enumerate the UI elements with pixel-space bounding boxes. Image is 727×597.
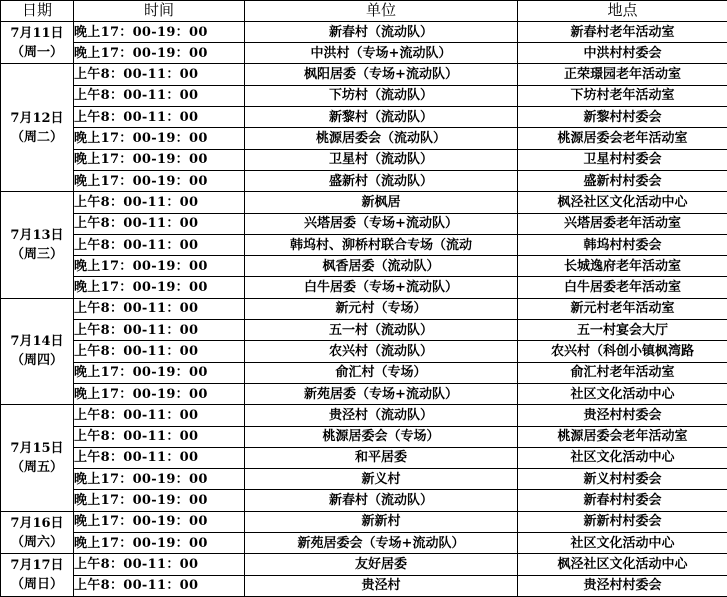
time-cell: 上午8：00-11：00	[74, 192, 245, 213]
unit-cell: 五一村（流动队）	[245, 320, 518, 341]
time-cell: 晚上17：00-19：00	[74, 43, 245, 64]
table-row	[1, 149, 727, 170]
unit-cell: 农兴村（流动队）	[245, 341, 518, 362]
time-cell: 上午8：00-11：00	[74, 447, 245, 468]
weekday-label: （周日）	[10, 577, 63, 593]
date-label: 7月14日	[10, 334, 64, 350]
time-cell: 晚上17：00-19：00	[74, 362, 245, 383]
unit-cell: 新春村（流动队）	[245, 490, 518, 511]
place-cell: 新新村村委会	[518, 511, 727, 532]
table-row	[1, 64, 727, 85]
table-row	[1, 21, 727, 42]
table-row	[1, 320, 727, 341]
table-row	[1, 533, 727, 554]
header-unit: 单位	[245, 1, 518, 22]
unit-cell: 新春村（流动队）	[245, 21, 518, 42]
time-cell: 上午8：00-11：00	[74, 426, 245, 447]
date-label: 7月13日	[10, 228, 64, 243]
table-row	[1, 128, 727, 149]
table-row	[1, 383, 727, 404]
unit-cell: 盛新村（流动队）	[245, 170, 518, 191]
unit-cell: 新新村	[245, 511, 518, 532]
place-cell: 下坊村老年活动室	[518, 85, 727, 106]
place-cell: 社区文化活动中心	[518, 447, 727, 468]
table-row	[1, 234, 727, 255]
unit-cell: 枫香居委（流动队）	[245, 256, 518, 277]
table-row	[1, 43, 727, 64]
time-cell: 晚上17：00-19：00	[74, 170, 245, 191]
table-row	[1, 511, 727, 532]
header-row	[1, 1, 727, 22]
table-row	[1, 405, 727, 426]
table-row	[1, 107, 727, 128]
table-row	[1, 469, 727, 490]
date-cell	[1, 64, 74, 192]
header-place: 地点	[518, 1, 727, 22]
place-cell: 贵泾村村委会	[518, 405, 727, 426]
place-cell: 桃源居委会老年活动室	[518, 426, 727, 447]
unit-cell: 新苑居委（专场+流动队）	[245, 383, 518, 404]
time-cell: 上午8：00-11：00	[74, 298, 245, 319]
table-row	[1, 298, 727, 319]
table-row	[1, 362, 727, 383]
date-cell	[1, 192, 74, 298]
place-cell: 新黎村村委会	[518, 107, 727, 128]
place-cell: 兴塔居委老年活动室	[518, 213, 727, 234]
place-cell: 农兴村（科创小镇枫湾路	[518, 341, 727, 362]
time-cell: 上午8：00-11：00	[74, 213, 245, 234]
time-cell: 晚上17：00-19：00	[74, 21, 245, 42]
date-label: 7月12日	[10, 110, 64, 126]
table-row	[1, 192, 727, 213]
time-cell: 晚上17：00-19：00	[74, 469, 245, 490]
time-cell: 晚上17：00-19：00	[74, 128, 245, 149]
place-cell: 卫星村村委会	[518, 149, 727, 170]
date-cell	[1, 511, 74, 554]
unit-cell: 新苑居委会（专场+流动队）	[245, 533, 518, 554]
date-label: 7月11日	[10, 25, 64, 41]
date-label: 7月17日	[10, 558, 64, 574]
place-cell: 社区文化活动中心	[518, 533, 727, 554]
time-cell: 上午8：00-11：00	[74, 320, 245, 341]
unit-cell: 卫星村（流动队）	[245, 149, 518, 170]
time-cell: 晚上17：00-19：00	[74, 277, 245, 298]
place-cell: 新春村老年活动室	[518, 21, 727, 42]
unit-cell: 和平居委	[245, 447, 518, 468]
place-cell: 韩坞村村委会	[518, 234, 727, 255]
unit-cell: 俞汇村（专场）	[245, 362, 518, 383]
unit-cell: 新义村	[245, 469, 518, 490]
table-row	[1, 341, 727, 362]
weekday-label: （周二）	[10, 129, 63, 145]
time-cell: 上午8：00-11：00	[74, 575, 245, 596]
place-cell: 五一村宴会大厅	[518, 320, 727, 341]
unit-cell: 贵泾村（流动队）	[245, 405, 518, 426]
unit-cell: 贵泾村	[245, 575, 518, 596]
unit-cell: 新黎村（流动队）	[245, 107, 518, 128]
table-row	[1, 213, 727, 234]
place-cell: 俞汇村老年活动室	[518, 362, 727, 383]
time-cell: 晚上17：00-19：00	[74, 149, 245, 170]
unit-cell: 新枫居	[245, 192, 518, 213]
table-row	[1, 554, 727, 575]
place-cell: 枫泾社区文化活动中心	[518, 554, 727, 575]
weekday-label: （周六）	[10, 534, 63, 550]
place-cell: 白牛居委老年活动室	[518, 277, 727, 298]
table-row	[1, 426, 727, 447]
table-row	[1, 85, 727, 106]
time-cell: 晚上17：00-19：00	[74, 256, 245, 277]
time-cell: 上午8：00-11：00	[74, 554, 245, 575]
place-cell: 新义村村委会	[518, 469, 727, 490]
table-row	[1, 256, 727, 277]
schedule-body	[1, 21, 727, 596]
unit-cell: 桃源居委会（专场）	[245, 426, 518, 447]
date-cell	[1, 298, 74, 404]
time-cell: 上午8：00-11：00	[74, 341, 245, 362]
place-cell: 贵泾村村委会	[518, 575, 727, 596]
place-cell: 新元村老年活动室	[518, 298, 727, 319]
unit-cell: 兴塔居委（专场+流动队）	[245, 213, 518, 234]
header-date: 日期	[1, 1, 74, 22]
place-cell: 新春村村委会	[518, 490, 727, 511]
place-cell: 桃源居委会老年活动室	[518, 128, 727, 149]
time-cell: 上午8：00-11：00	[74, 64, 245, 85]
place-cell: 正荣璟园老年活动室	[518, 64, 727, 85]
header-time: 时间	[74, 1, 245, 22]
time-cell: 晚上17：00-19：00	[74, 533, 245, 554]
weekday-label: （周三）	[10, 247, 63, 262]
date-label: 7月16日	[10, 515, 64, 531]
weekday-label: （周五）	[10, 459, 63, 475]
time-cell: 上午8：00-11：00	[74, 85, 245, 106]
place-cell: 长城逸府老年活动室	[518, 256, 727, 277]
date-cell	[1, 554, 74, 597]
table-row	[1, 277, 727, 298]
date-cell	[1, 405, 74, 511]
unit-cell: 下坊村（流动队）	[245, 85, 518, 106]
place-cell: 枫泾社区文化活动中心	[518, 192, 727, 213]
time-cell: 晚上17：00-19：00	[74, 511, 245, 532]
place-cell: 中洪村村委会	[518, 43, 727, 64]
place-cell: 盛新村村委会	[518, 170, 727, 191]
unit-cell: 韩坞村、泖桥村联合专场（流动	[245, 234, 518, 255]
unit-cell: 友好居委	[245, 554, 518, 575]
place-cell: 社区文化活动中心	[518, 383, 727, 404]
weekday-label: （周四）	[10, 353, 63, 369]
date-label: 7月15日	[10, 440, 64, 456]
table-row	[1, 447, 727, 468]
table-row	[1, 170, 727, 191]
unit-cell: 新元村（专场）	[245, 298, 518, 319]
unit-cell: 中洪村（专场+流动队）	[245, 43, 518, 64]
unit-cell: 桃源居委会（流动队）	[245, 128, 518, 149]
time-cell: 上午8：00-11：00	[74, 234, 245, 255]
weekday-label: （周一）	[10, 44, 63, 60]
unit-cell: 白牛居委（专场+流动队）	[245, 277, 518, 298]
time-cell: 晚上17：00-19：00	[74, 490, 245, 511]
date-cell	[1, 21, 74, 64]
time-cell: 晚上17：00-19：00	[74, 383, 245, 404]
unit-cell: 枫阳居委（专场+流动队）	[245, 64, 518, 85]
time-cell: 上午8：00-11：00	[74, 107, 245, 128]
time-cell: 上午8：00-11：00	[74, 405, 245, 426]
table-row	[1, 490, 727, 511]
table-row	[1, 575, 727, 596]
